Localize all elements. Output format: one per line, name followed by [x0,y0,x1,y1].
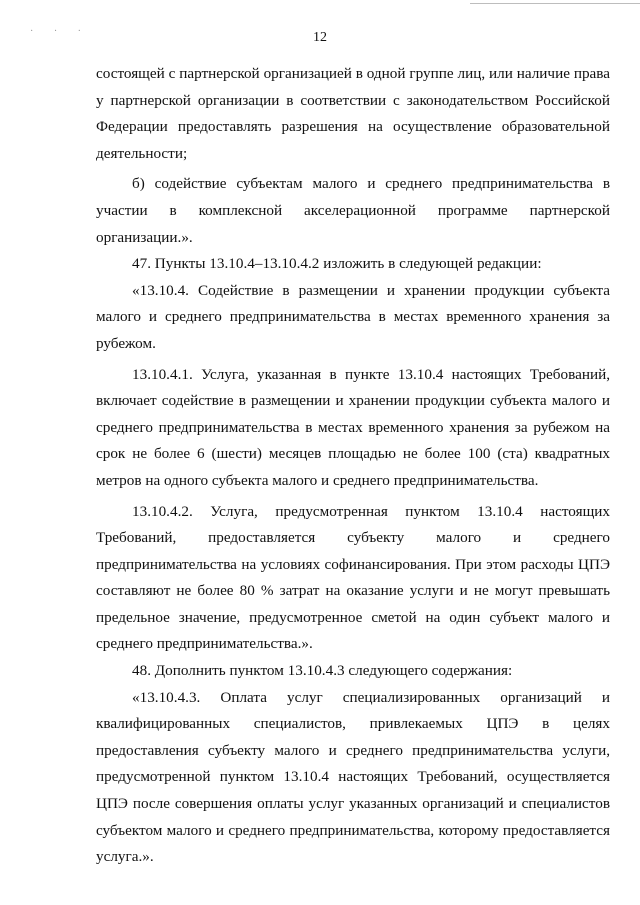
paragraph-clause-13-10-4-3: «13.10.4.3. Оплата услуг специализированных организаций и квалифицированных специалистов, привлекаемых ЦПЭ в целях предоставления субъекту малого и среднего предпринимательства услуги, предусмотренной пунктом 13.10.4 настоящих Требований, осуществляется ЦПЭ после совершения оплаты услуг указанных организаций и специалистов субъектом малого и среднего предпринимательства, которому предоставляется услуга.». [96,688,610,866]
document-body [96,61,610,871]
scan-artifact-dots: · · · [30,26,90,37]
paragraph-clause-13-10-4-2: 13.10.4.2. Услуга, предусмотренная пунктом 13.10.4 настоящих Требований, предоставляется субъекту малого и среднего предпринимательства на условиях софинансирования. При этом расходы ЦПЭ составляют не более 80 % затрат на оказание услуги и не могут превышать предельное значение, предусмотренное сметой на один субъект малого и среднего предпринимательства.». [96,502,610,653]
paragraph-item-48: 48. Дополнить пунктом 13.10.4.3 следующего содержания: [132,662,513,680]
page-number: 12 [313,30,327,45]
paragraph-continuation: состоящей с партнерской организацией в одной группе лиц, или наличие права у партнерской организации в соответствии с законодательством Российской Федерации предоставлять разрешения на осуществление образовательной деятельности; [96,65,610,162]
paragraph-clause-13-10-4: «13.10.4. Содействие в размещении и хранении продукции субъекта малого и среднего предпринимательства в местах временного хранения за рубежом. [96,281,610,352]
paragraph-item-b: б) содействие субъектам малого и среднего предпринимательства в участии в комплексной акселерационной программе партнерской организации.». [96,175,610,246]
paragraph-item-47: 47. Пункты 13.10.4–13.10.4.2 изложить в следующей редакции: [132,255,542,273]
scan-edge-line [470,3,640,4]
paragraph-clause-13-10-4-1: 13.10.4.1. Услуга, указанная в пункте 13.10.4 настоящих Требований, включает содействие в размещении и хранении продукции субъекта малого и среднего предпринимательства в местах временного хранения за рубежом на срок не более 6 (шести) месяцев площадью не более 100 (ста) квадратных метров на одного субъекта малого и среднего предпринимательства. [96,365,610,489]
